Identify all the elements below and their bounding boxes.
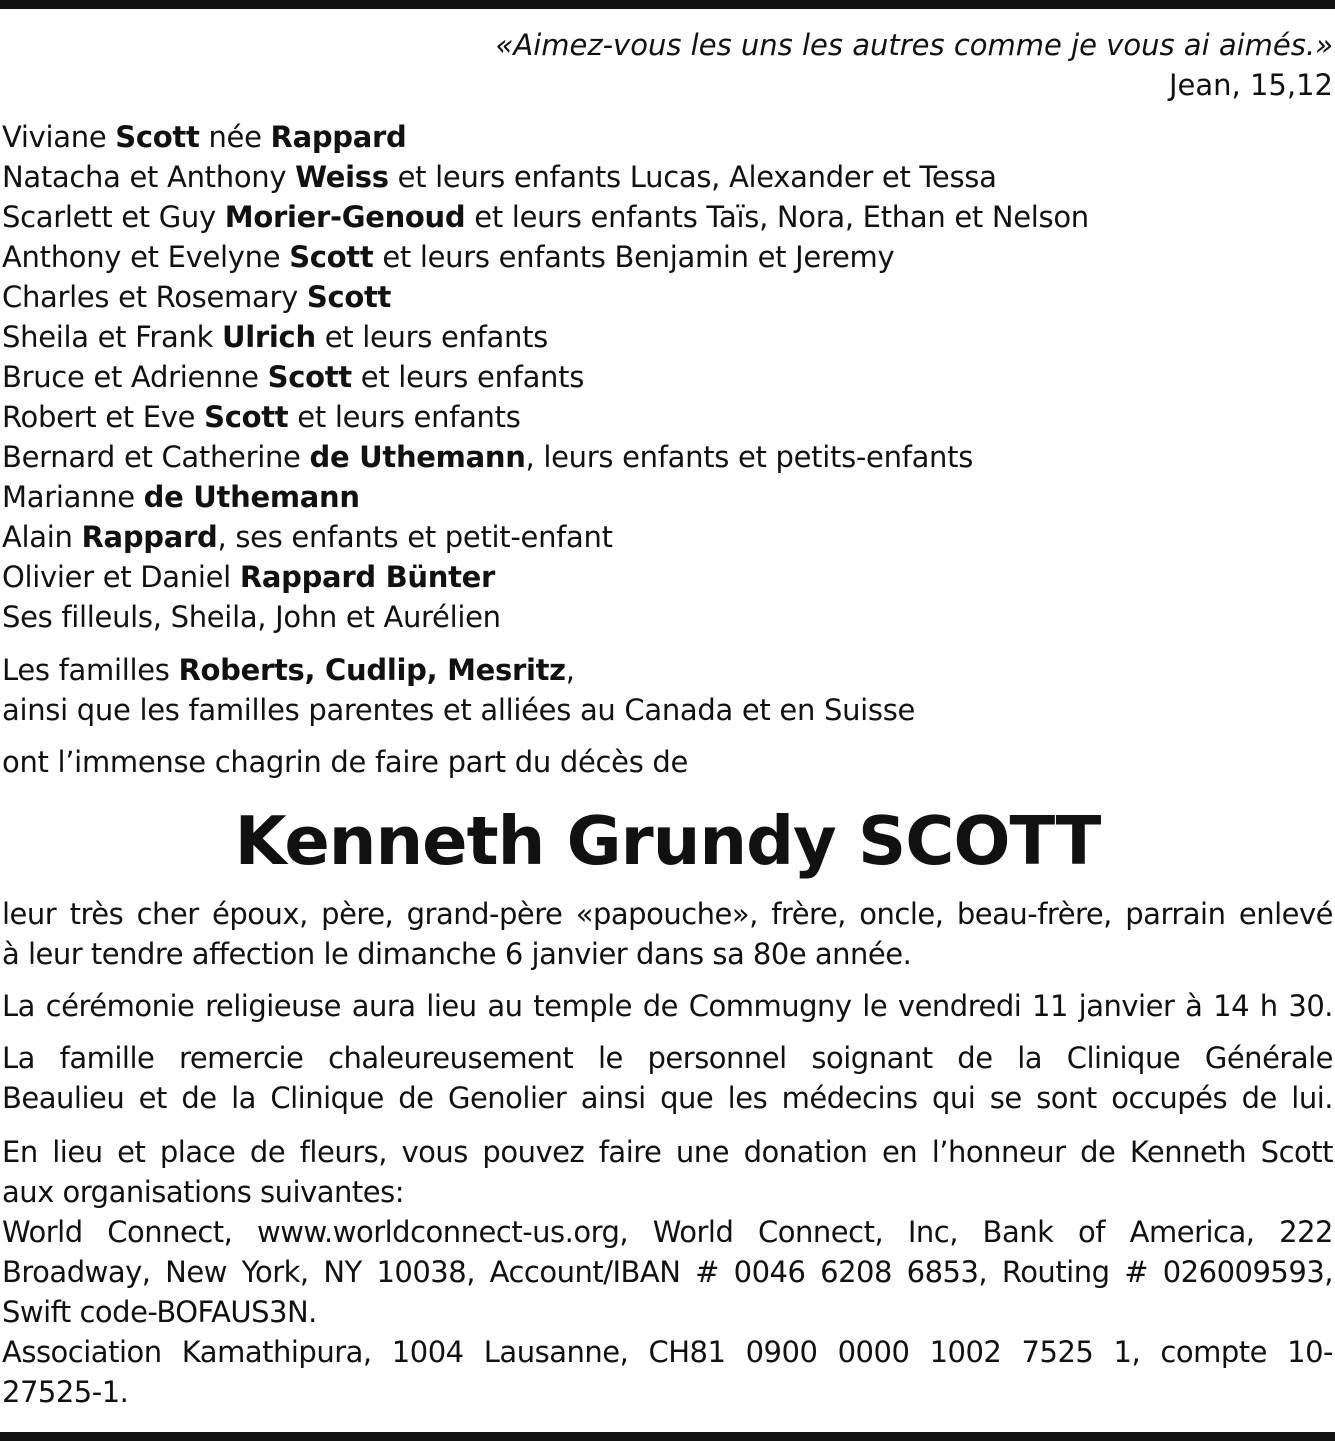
paragraph-line: Broadway, New York, NY 10038, Account/IBAN # 0046 6208 6853, Routing # 026009593, (2, 1255, 1333, 1289)
family-text: Sheila et Frank (2, 320, 223, 354)
family-text: Charles et Rosemary (2, 280, 307, 314)
family-text: Bernard et Catherine (2, 440, 310, 474)
family-name: Morier-Genoud (224, 200, 466, 234)
family-line (2, 597, 1333, 637)
family-line (2, 157, 1333, 197)
paragraph-donations (2, 1132, 1333, 1412)
family-text: et leurs enfants Lucas, Alexander et Tessa (388, 160, 997, 194)
family-text: et leurs enfants (288, 400, 521, 434)
family-text: , ses enfants et petit-enfant (217, 520, 613, 554)
paragraph-tribute (2, 894, 1333, 974)
family-name: Rappard (270, 120, 407, 154)
paragraph-line: aux organisations suivantes: (2, 1175, 405, 1209)
family-line (2, 397, 1333, 437)
family-text: et leurs enfants (351, 360, 584, 394)
paragraph-line: Association Kamathipura, 1004 Lausanne, CH81 0900 0000 1002 7525 1, compte 10- (2, 1335, 1333, 1369)
epigraph (495, 25, 1333, 105)
family-line (2, 237, 1333, 277)
family-name-mesritz: Mesritz (447, 653, 566, 687)
family-name-roberts: Roberts (178, 653, 305, 687)
family-name: Ulrich (222, 320, 316, 354)
family-line (2, 357, 1333, 397)
paragraph-line: En lieu et place de fleurs, vous pouvez faire une donation en l’honneur de Kenneth Scott (2, 1135, 1333, 1169)
family-text: et leurs enfants Taïs, Nora, Ethan et Nelson (465, 200, 1089, 234)
family-line (2, 117, 1333, 157)
family-text: Viviane (2, 120, 116, 154)
family-name: Scott (289, 240, 374, 274)
paragraph-line: leur très cher époux, père, grand-père «papouche», frère, oncle, beau-frère, parrain enlevé (2, 897, 1333, 931)
family-name: Rappard (81, 520, 218, 554)
family-name: de Uthemann (143, 480, 360, 514)
family-text: et leurs enfants Benjamin et Jeremy (373, 240, 895, 274)
family-name: Scott (306, 280, 392, 314)
family-line (2, 197, 1333, 237)
paragraph-line: Swift code-BOFAUS3N. (2, 1295, 317, 1329)
family-line (2, 317, 1333, 357)
family-line (2, 557, 1333, 597)
family-text: et leurs enfants (315, 320, 548, 354)
other-families-line-2: ainsi que les familles parentes et alliées au Canada et en Suisse (2, 693, 916, 727)
family-text: Alain (2, 520, 82, 554)
paragraph-line: La cérémonie religieuse aura lieu au temple de Commugny le vendredi 11 janvier à 14 h 30. (2, 989, 1333, 1023)
deceased-name: Kenneth Grundy SCOTT (234, 802, 1101, 880)
family-text: Scarlett et Guy (2, 200, 225, 234)
family-text: Marianne (2, 480, 144, 514)
family-name: Scott (267, 360, 352, 394)
family-text: Anthony et Evelyne (2, 240, 290, 274)
bottom-rule (0, 1432, 1335, 1441)
family-name: Rappard Bünter (239, 560, 496, 594)
paragraph-line: La famille remercie chaleureusement le personnel soignant de la Clinique Générale (2, 1041, 1333, 1075)
family-name-cudlip: Cudlip (325, 653, 427, 687)
family-name: Scott (204, 400, 289, 434)
paragraph-ceremony (2, 986, 1333, 1026)
paragraph-thanks (2, 1038, 1333, 1118)
other-families (2, 650, 915, 730)
paragraph-line: à leur tendre affection le dimanche 6 janvier dans sa 80e année. (2, 937, 912, 971)
epigraph-quote: «Aimez-vous les uns les autres comme je vous ai aimés.» (495, 28, 1333, 62)
paragraph-line: World Connect, www.worldconnect-us.org, World Connect, Inc, Bank of America, 222 (2, 1215, 1333, 1249)
family-line (2, 437, 1333, 477)
family-name: Weiss (295, 160, 389, 194)
family-text: Natacha et Anthony (2, 160, 296, 194)
family-text: , leurs enfants et petits-enfants (525, 440, 974, 474)
family-text: Ses filleuls, Sheila, John et Aurélien (2, 600, 501, 634)
family-text: née (199, 120, 271, 154)
family-text: Olivier et Daniel (2, 560, 240, 594)
other-families-line-1: Les familles Roberts, Cudlip, Mesritz, (2, 653, 575, 687)
family-text: Robert et Eve (2, 400, 205, 434)
family-name: de Uthemann (309, 440, 526, 474)
paragraph-line: 27525-1. (2, 1375, 129, 1409)
paragraph-line: Beaulieu et de la Clinique de Genolier ainsi que les médecins qui se sont occupés de lui. (2, 1081, 1333, 1115)
family-line (2, 477, 1333, 517)
epigraph-reference: Jean, 15,12 (1168, 68, 1333, 102)
family-name: Scott (115, 120, 200, 154)
family-text: Bruce et Adrienne (2, 360, 268, 394)
family-line (2, 517, 1333, 557)
announcement-line: ont l’immense chagrin de faire part du décès de (2, 745, 689, 779)
top-rule (0, 0, 1335, 9)
family-list (2, 117, 1333, 637)
family-line (2, 277, 1333, 317)
